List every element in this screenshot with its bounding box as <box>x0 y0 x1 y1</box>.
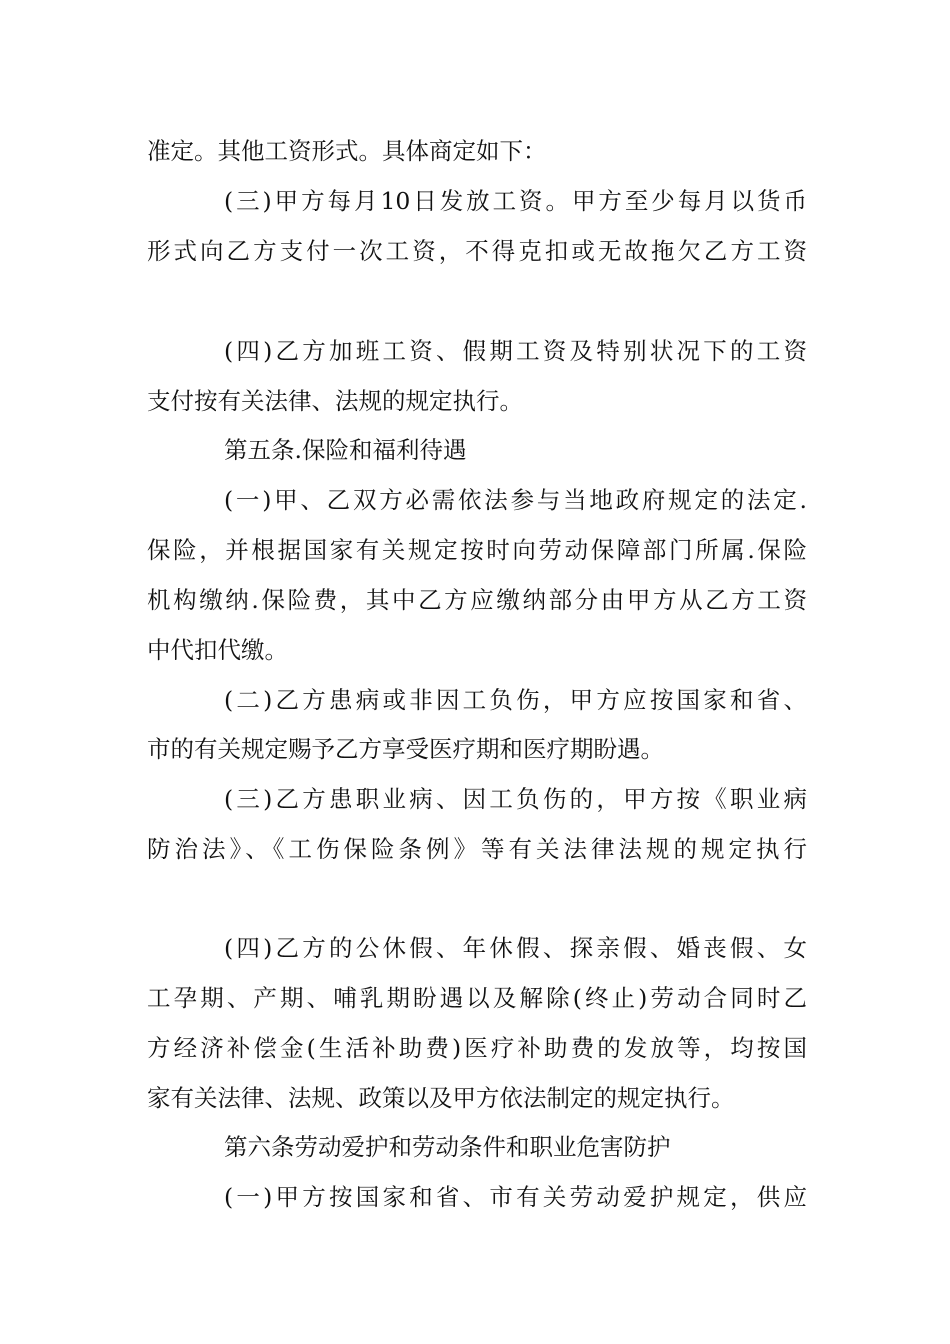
text-line: 市的有关规定赐予乙方享受医疗期和医疗期盼遇。 <box>147 735 664 763</box>
text-line: (三)乙方患职业病、因工负伤的，甲方按《职业病 <box>224 785 807 813</box>
text-line: 保险，并根据国家有关规定按时向劳动保障部门所属.保险 <box>147 536 807 564</box>
text-line: 防治法》、《工伤保险条例》等有关法律法规的规定执行 <box>147 835 807 863</box>
text-line: 准定。其他工资形式。具体商定如下： <box>147 137 547 165</box>
text-line: 工孕期、产期、哺乳期盼遇以及解除(终止)劳动合同时乙 <box>147 984 807 1012</box>
text-line: 方经济补偿金(生活补助费)医疗补助费的发放等，均按国 <box>147 1034 807 1062</box>
section-heading: 第五条.保险和福利待遇 <box>224 436 467 464</box>
text-line: (二)乙方患病或非因工负伤，甲方应按国家和省、 <box>224 686 807 714</box>
text-line: 形式向乙方支付一次工资，不得克扣或无故拖欠乙方工资 <box>147 237 807 265</box>
text-line: (一)甲方按国家和省、市有关劳动爱护规定，供应 <box>224 1183 807 1211</box>
text-line: 机构缴纳.保险费，其中乙方应缴纳部分由甲方从乙方工资 <box>147 586 807 614</box>
text-line: 中代扣代缴。 <box>147 636 288 664</box>
text-line: (四)乙方加班工资、假期工资及特别状况下的工资 <box>224 337 807 365</box>
section-heading: 第六条劳动爱护和劳动条件和职业危害防护 <box>224 1133 671 1161</box>
text-line: (一)甲、乙双方必需依法参与当地政府规定的法定. <box>224 486 807 514</box>
text-line: (四)乙方的公休假、年休假、探亲假、婚丧假、女 <box>224 934 807 962</box>
text-line: 家有关法律、法规、政策以及甲方依法制定的规定执行。 <box>147 1084 735 1112</box>
text-line: 支付按有关法律、法规的规定执行。 <box>147 387 523 415</box>
text-line: (三)甲方每月10日发放工资。甲方至少每月以货币 <box>224 187 807 215</box>
